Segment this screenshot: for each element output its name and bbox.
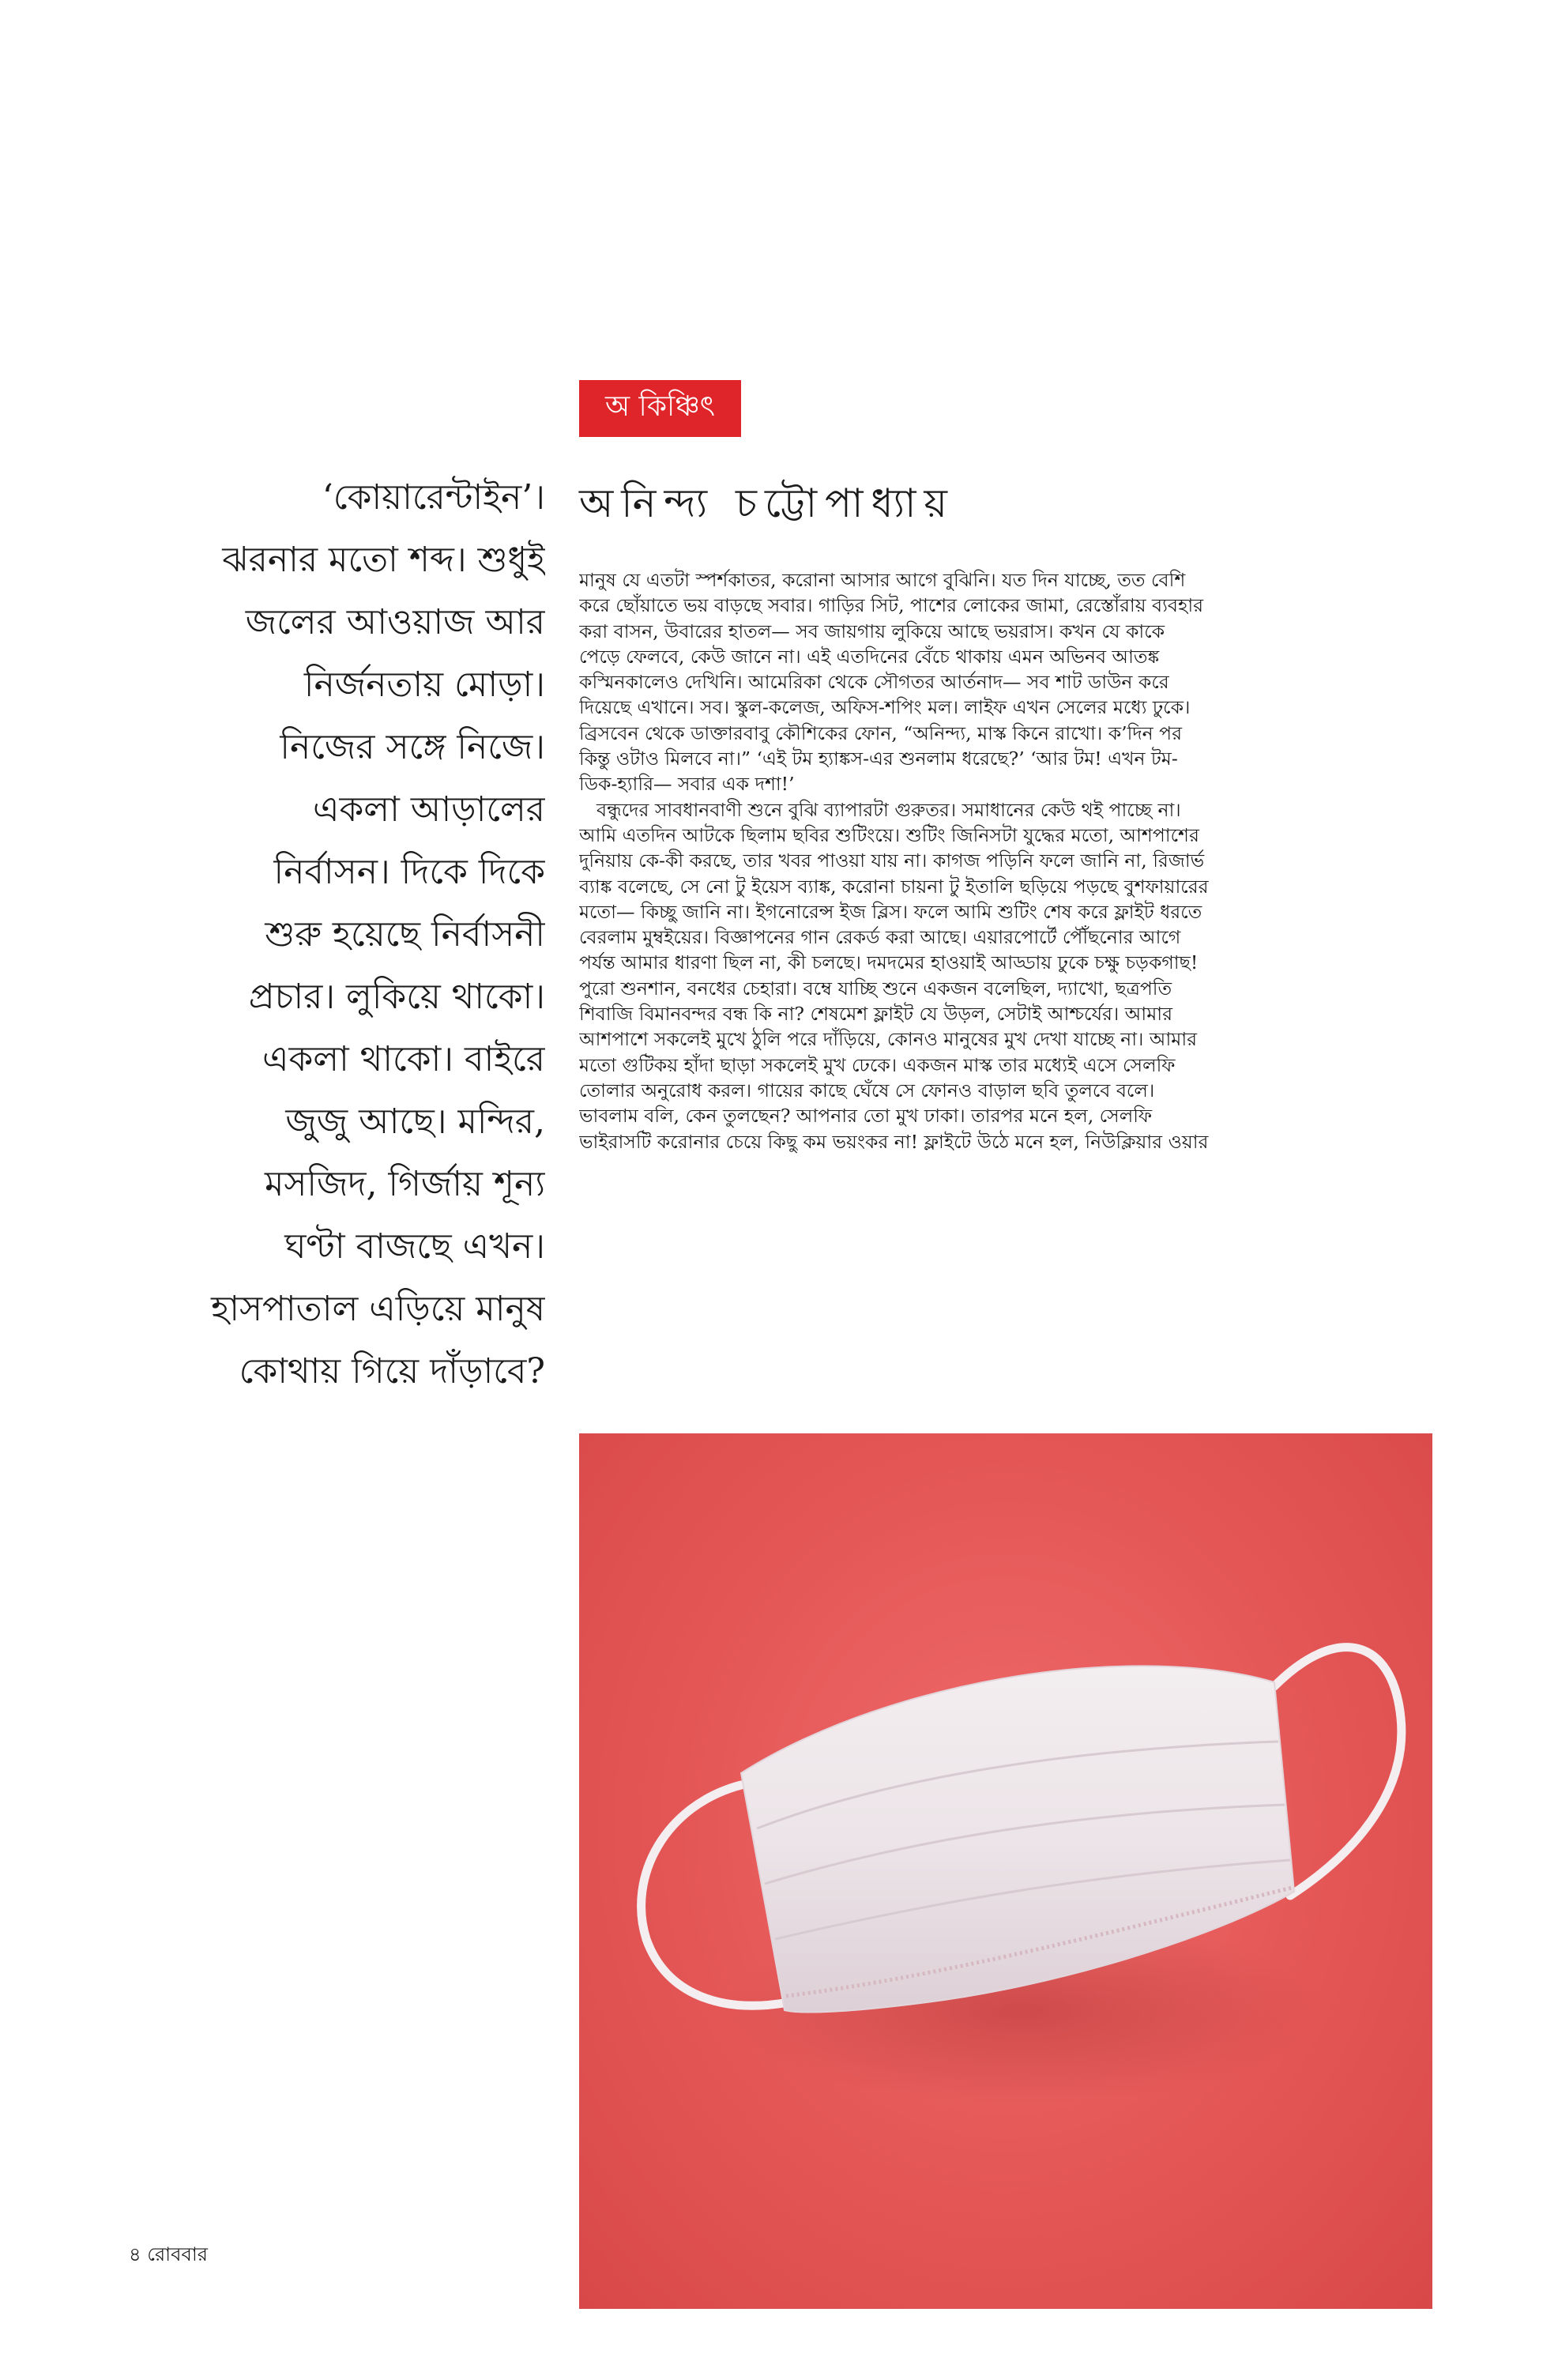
section-badge: অ কিঞ্চিৎ bbox=[579, 380, 741, 437]
article-body bbox=[579, 567, 1432, 1389]
article-line: মতো গুটিকয় হাঁদা ছাড়া সকলেই মুখ ঢেকে। একজন মাস্ক তার মধ্যেই এসে সেলফি bbox=[579, 1053, 1176, 1076]
article-line: কিন্তু ওটাও মিলবে না।” ‘এই টম হ্যাঙ্কস-এর শুনলাম ধরেছে?’ ‘আর টম! এখন টম- bbox=[579, 748, 1178, 770]
article-line: আমি এতদিন আটকে ছিলাম ছবির শুটিংয়ে। শুটিং জিনিসটা যুদ্ধের মতো, আশপাশের bbox=[579, 823, 1199, 846]
pull-quote-line: মসজিদ, গির্জায় শূন্য bbox=[264, 1164, 545, 1204]
pull-quote-line: প্রচার। লুকিয়ে থাকো। bbox=[248, 977, 545, 1017]
article-line: পেড়ে ফেলবে, কেউ জানে না। এই এতদিনের বেঁচে থাকায় এমন অভিনব আতঙ্ক bbox=[579, 645, 1160, 668]
article-line: কস্মিনকালেও দেখিনি। আমেরিকা থেকে সৌগতর আর্তনাদ— সব শাট ডাউন করে bbox=[579, 671, 1169, 694]
page-folio bbox=[129, 2240, 208, 2272]
page-number: ৪ bbox=[129, 2243, 141, 2265]
pull-quote-line: নির্জনতায় মোড়া। bbox=[303, 665, 545, 705]
article-line: ডিক-হ্যারি— সবার এক দশা!’ bbox=[579, 773, 795, 796]
right-ear-loop bbox=[1274, 1648, 1402, 1896]
article-line: মানুষ যে এতটা স্পর্শকাতর, করোনা আসার আগে বুঝিনি। যত দিন যাচ্ছে, তত বেশি bbox=[579, 569, 1186, 591]
article-line: ব্রিসবেন থেকে ডাক্তারবাবু কৌশিকের ফোন, “অনিন্দ্য, মাস্ক কিনে রাখো। ক’দিন পর bbox=[579, 721, 1183, 744]
article-paragraph-2 bbox=[579, 797, 1432, 1154]
face-mask-photo bbox=[579, 1433, 1432, 2309]
face-mask-illustration bbox=[579, 1433, 1432, 2309]
article-line: তোলার অনুরোধ করল। গায়ের কাছে ঘেঁষে সে ফোনও বাড়াল ছবি তুলবে বলে। bbox=[579, 1079, 1155, 1102]
article-line: শিবাজি বিমানবন্দর বন্ধ কি না? শেষমেশ ফ্লাইট যে উড়ল, সেটাই আশ্চর্যের। আমার bbox=[579, 1003, 1173, 1026]
article-line: ভাবলাম বলি, কেন তুলছেন? আপনার তো মুখ ঢাকা। তারপর মনে হল, সেলফি bbox=[579, 1105, 1153, 1128]
article-line: পুরো শুনশান, বনধের চেহারা। বম্বে যাচ্ছি শুনে একজন বলেছিল, দ্যাখো, ছত্রপতি bbox=[579, 977, 1172, 1000]
pull-quote-line: ঝরনার মতো শব্দ। শুধুই bbox=[222, 540, 545, 580]
pull-quote-line: নির্বাসন। দিকে দিকে bbox=[273, 852, 545, 892]
article-line: মতো— কিচ্ছু জানি না। ইগনোরেন্স ইজ ব্লিস। ফলে আমি শুটিং শেষ করে ফ্লাইট ধরতে bbox=[579, 900, 1202, 923]
article-line: পর্যন্ত আমার ধারণা ছিল না, কী চলছে। দমদমের হাওয়াই আড্ডায় ঢুকে চক্ষু চড়কগাছ! bbox=[579, 951, 1199, 974]
article-line: করা বাসন, উবারের হাতল— সব জায়গায় লুকিয়ে আছে ভয়রাস। কখন যে কাকে bbox=[579, 619, 1165, 642]
pull-quote-line: একলা থাকো। বাইরে bbox=[262, 1039, 545, 1079]
pull-quote-line: ‘কোয়ারেন্টাইন’। bbox=[322, 477, 545, 518]
article-line: বন্ধুদের সাবধানবাণী শুনে বুঝি ব্যাপারটা গুরুতর। সমাধানের কেউ থই পাচ্ছে না। bbox=[596, 798, 1181, 821]
article-line: আশপাশে সকলেই মুখে ঠুলি পরে দাঁড়িয়ে, কোনও মানুষের মুখ দেখা যাচ্ছে না। আমার bbox=[579, 1028, 1198, 1051]
author-byline: অনিন্দ্য চট্টোপাধ্যায় bbox=[579, 480, 955, 526]
pull-quote-line: হাসপাতাল এড়িয়ে মানুষ bbox=[211, 1289, 545, 1329]
pull-quote-line: একলা আড়ালের bbox=[313, 789, 545, 830]
pull-quote-line: জুজু আছে। মন্দির, bbox=[285, 1102, 545, 1142]
article-line: বেরলাম মুম্বইয়ের। বিজ্ঞাপনের গান রেকর্ড করা আছে। এয়ারপোর্টে পৌঁছনোর আগে bbox=[579, 926, 1181, 949]
pull-quote-line: নিজের সঙ্গে নিজে। bbox=[280, 727, 545, 767]
article-line: করে ছোঁয়াতে ভয় বাড়ছে সবার। গাড়ির সিট, পাশের লোকের জামা, রেস্তোঁরায় ব্যবহার bbox=[579, 594, 1204, 617]
pull-quote-line: কোথায় গিয়ে দাঁড়াবে? bbox=[239, 1351, 545, 1391]
article-line: দুনিয়ায় কে-কী করছে, তার খবর পাওয়া যায় না। কাগজ পড়িনি ফলে জানি না, রিজার্ভ bbox=[579, 849, 1205, 872]
article-line: দিয়েছে এখানে। সব। স্কুল-কলেজ, অফিস-শপিং মল। লাইফ এখন সেলের মধ্যে ঢুকে। bbox=[579, 696, 1191, 719]
magazine-name: রোববার bbox=[147, 2243, 208, 2265]
pull-quote-line: জলের আওয়াজ আর bbox=[245, 602, 545, 642]
article-line: ভাইরাসটি করোনার চেয়ে কিছু কম ভয়ংকর না! ফ্লাইটে উঠে মনে হল, নিউক্লিয়ার ওয়ার bbox=[579, 1130, 1209, 1153]
article-paragraph-1 bbox=[579, 567, 1432, 797]
article-line: ব্যাঙ্ক বলেছে, সে নো টু ইয়েস ব্যাঙ্ক, করোনা চায়না টু ইতালি ছড়িয়ে পড়ছে বুশফায়ারের bbox=[579, 875, 1209, 898]
pull-quote-line: ঘণ্টা বাজছে এখন। bbox=[284, 1226, 545, 1267]
pull-quote-line: শুরু হয়েছে নির্বাসনী bbox=[265, 914, 545, 955]
pull-quote bbox=[79, 466, 545, 1391]
